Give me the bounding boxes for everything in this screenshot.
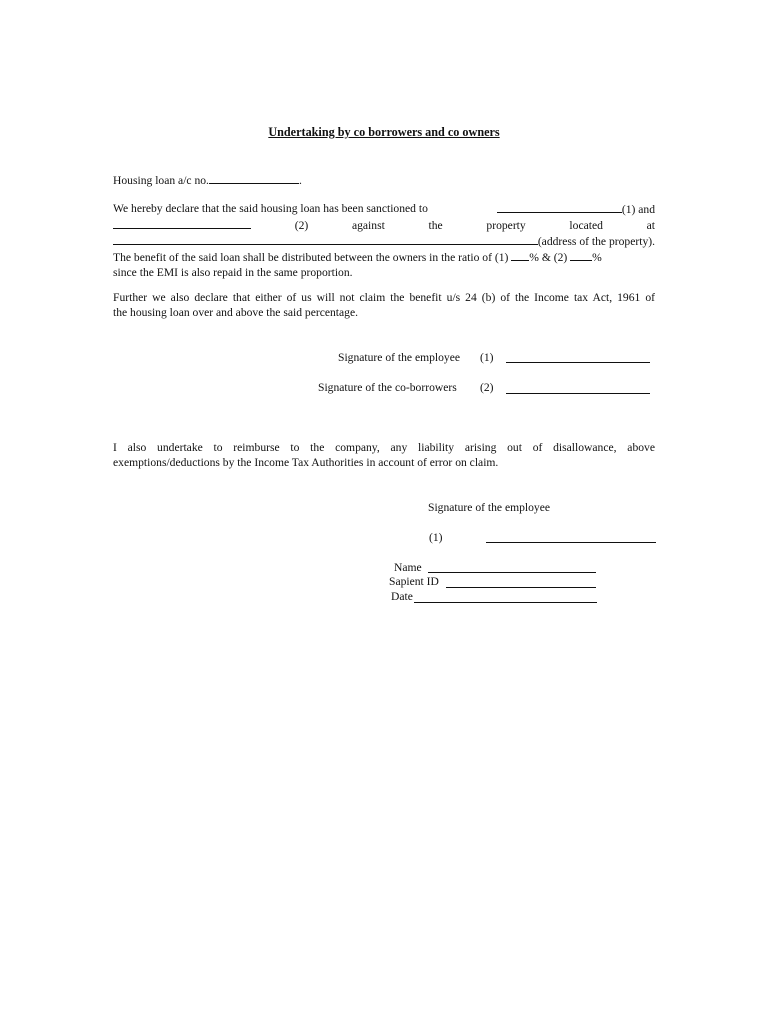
sapient-id-label: Sapient ID	[389, 575, 439, 588]
coborrower-signature-number: (2)	[480, 381, 494, 394]
declaration-paragraph	[113, 201, 655, 280]
coborrower-signature-line[interactable]	[506, 392, 650, 394]
word-the: the	[428, 219, 443, 232]
further-declaration-paragraph	[113, 290, 655, 320]
loan-account-label: Housing loan a/c no.	[113, 174, 209, 187]
loan-account-line	[113, 172, 302, 188]
further-line-1: Further we also declare that either of us will not claim the benefit u/s 24 (b) of the Income tax Act, 1961 of	[113, 291, 655, 304]
ratio-mid-text: % & (2)	[529, 251, 568, 264]
name-field-line[interactable]	[428, 571, 596, 573]
declaration-line-1	[113, 201, 655, 217]
employee-signature-number: (1)	[480, 351, 494, 364]
declaration-text-1: We hereby declare that the said housing loan has been sanctioned to	[113, 202, 428, 215]
word-against: against	[351, 219, 385, 232]
employee-signature-label: Signature of the employee	[338, 351, 461, 364]
word-at: at	[646, 219, 655, 232]
employee-signature-line[interactable]	[506, 361, 650, 363]
word-property: property	[486, 219, 526, 232]
coborrower-signature-label: Signature of the co-borrowers	[318, 381, 457, 394]
borrower-1-blank[interactable]	[497, 201, 622, 213]
loan-account-end: .	[298, 174, 302, 187]
date-field-line[interactable]	[414, 601, 597, 603]
reimburse-line-1: I also undertake to reimburse to the company, any liability arising out of disallowance, above	[113, 441, 655, 454]
declaration-line-5: since the EMI is also repaid in the same proportion.	[113, 266, 353, 279]
final-signature-line[interactable]	[486, 541, 656, 543]
loan-account-blank[interactable]	[209, 172, 299, 184]
reimburse-paragraph	[113, 440, 655, 470]
borrower-2-suffix: (2)	[294, 219, 309, 232]
declaration-line-2	[113, 217, 655, 233]
final-signature-number: (1)	[429, 531, 443, 544]
sapient-id-field-line[interactable]	[446, 586, 596, 588]
reimburse-line-2: exemptions/deductions by the Income Tax Authorities in account of error on claim.	[113, 456, 499, 469]
date-label: Date	[391, 590, 413, 603]
borrower-2-blank[interactable]	[113, 217, 251, 229]
further-line-2: the housing loan over and above the said percentage.	[113, 306, 358, 319]
document-title: Undertaking by co borrowers and co owners	[268, 125, 500, 139]
ratio-1-blank[interactable]	[511, 249, 529, 261]
ratio-2-blank[interactable]	[570, 249, 592, 261]
property-address-blank[interactable]	[113, 233, 538, 245]
declaration-line-3	[113, 233, 655, 249]
word-located: located	[569, 219, 603, 232]
name-label: Name	[394, 561, 422, 574]
ratio-text: The benefit of the said loan shall be distributed between the owners in the ratio of (1)	[113, 251, 509, 264]
ratio-end-text: %	[592, 251, 602, 264]
declaration-line-4	[113, 249, 655, 265]
final-signature-label: Signature of the employee	[428, 501, 551, 514]
property-address-suffix: (address of the property).	[537, 235, 655, 248]
borrower-1-suffix: (1) and	[621, 203, 655, 216]
